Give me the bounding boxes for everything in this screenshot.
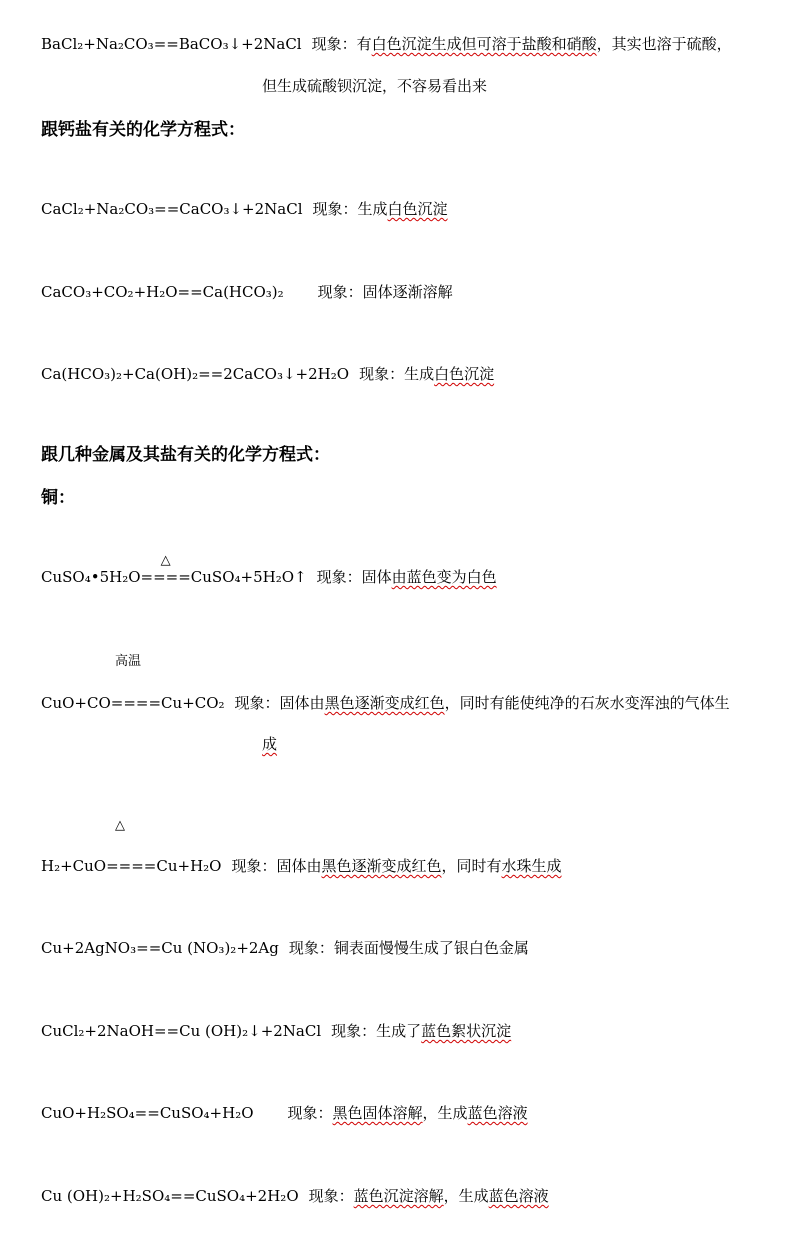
- equation-line-caco3: [41, 282, 453, 302]
- phenomenon-underlined: 由蓝色变为白色: [391, 568, 497, 586]
- phenomenon-underlined: 白色沉淀: [434, 365, 495, 383]
- phenomenon-label: 现象：: [308, 1187, 354, 1205]
- equation: CuO+CO====Cu+CO₂: [41, 694, 225, 712]
- equation-line-cucl2: [41, 1021, 511, 1041]
- phenomenon-text: ，生成: [422, 1104, 468, 1122]
- phenomenon-label: 现象：固体由: [231, 857, 322, 875]
- equation-line-cuo-h2so4: [41, 1103, 528, 1123]
- section-heading-copper: 铜：: [41, 488, 75, 508]
- phenomenon-underlined: 蓝色溶液: [467, 1104, 528, 1122]
- heat-condition-icon: △: [160, 553, 171, 568]
- phenomenon-underlined: 黑色逐渐变成红色: [324, 694, 445, 712]
- phenomenon-text: 有: [356, 35, 372, 53]
- section-heading-calcium: 跟钙盐有关的化学方程式：: [41, 120, 245, 140]
- equation: H₂+CuO====Cu+H₂O: [41, 857, 222, 875]
- phenomenon-underlined: 白色沉淀生成但可溶于盐酸和硝酸: [371, 35, 597, 53]
- phenomenon-label: 现象：生成: [359, 365, 435, 383]
- equation-line-cuso4-hydrate: [41, 553, 497, 587]
- equation-line-h2-cuo: [41, 856, 562, 876]
- equation: Cu+2AgNO₃==Cu (NO₃)₂+2Ag: [41, 939, 279, 957]
- phenomenon-text: ，同时有: [441, 857, 502, 875]
- equation-line-bacl2-cont: 但生成硫酸钡沉淀，不容易看出来: [262, 77, 488, 95]
- phenomenon-underlined: 白色沉淀: [387, 200, 448, 218]
- phenomenon-label: 现象：固体: [316, 568, 392, 586]
- phenomenon-label: 现象：固体由: [234, 694, 325, 712]
- phenomenon-label: 现象：生成了: [331, 1022, 422, 1040]
- equation: CaCl₂+Na₂CO₃==CaCO₃↓+2NaCl: [41, 200, 303, 218]
- phenomenon-underlined: 蓝色溶液: [488, 1187, 549, 1205]
- phenomenon-text: ，其实也溶于硫酸，: [596, 35, 732, 53]
- equation: CuO+H₂SO₄==CuSO₄+H₂O: [41, 1104, 254, 1122]
- phenomenon-text: ，同时有能使纯净的石灰水变浑浊的气体生: [444, 694, 730, 712]
- equation: Ca(HCO₃)₂+Ca(OH)₂==2CaCO₃↓+2H₂O: [41, 365, 350, 383]
- phenomenon-underlined: 黑色固体溶解: [332, 1104, 423, 1122]
- reaction-condition-high-temp: 高温: [115, 654, 142, 669]
- equation-line-bacl2: [41, 34, 732, 54]
- phenomenon-underlined: 水珠生成: [501, 857, 562, 875]
- reaction-arrow: [140, 553, 191, 587]
- equation-line-cuo-co: [41, 693, 730, 713]
- phenomenon-label: 现象：固体逐渐溶解: [317, 283, 453, 301]
- phenomenon-label: 现象：生成: [312, 200, 388, 218]
- phenomenon-underlined: 黑色逐渐变成红色: [321, 857, 442, 875]
- phenomenon-label: 现象：: [311, 35, 357, 53]
- equals-sign: ====: [140, 568, 191, 586]
- equation: CuCl₂+2NaOH==Cu (OH)₂↓+2NaCl: [41, 1022, 322, 1040]
- section-heading-metals: 跟几种金属及其盐有关的化学方程式：: [41, 445, 330, 465]
- equation-part: CuSO₄•5H₂O: [41, 568, 141, 586]
- phenomenon-underlined: 蓝色沉淀溶解: [353, 1187, 444, 1205]
- equation-line-cahco3: [41, 364, 494, 384]
- equation: CaCO₃+CO₂+H₂O==Ca(HCO₃)₂: [41, 283, 284, 301]
- phenomenon-text: ，生成: [443, 1187, 489, 1205]
- equation-line-cuoh2-h2so4: [41, 1186, 549, 1206]
- phenomenon-underlined: 蓝色絮状沉淀: [421, 1022, 512, 1040]
- phenomenon-label: 现象：铜表面慢慢生成了银白色金属: [288, 939, 529, 957]
- heat-condition-icon: △: [115, 818, 125, 833]
- equation-part: CuSO₄+5H₂O↑: [190, 568, 307, 586]
- equation-line-cuo-co-cont: 成: [262, 735, 278, 753]
- equation-line-cacl2: [41, 199, 448, 219]
- equation-line-cu-agno3: [41, 938, 529, 958]
- phenomenon-label: 现象：: [287, 1104, 333, 1122]
- equation: Cu (OH)₂+H₂SO₄==CuSO₄+2H₂O: [41, 1187, 299, 1205]
- equation: BaCl₂+Na₂CO₃==BaCO₃↓+2NaCl: [41, 35, 302, 53]
